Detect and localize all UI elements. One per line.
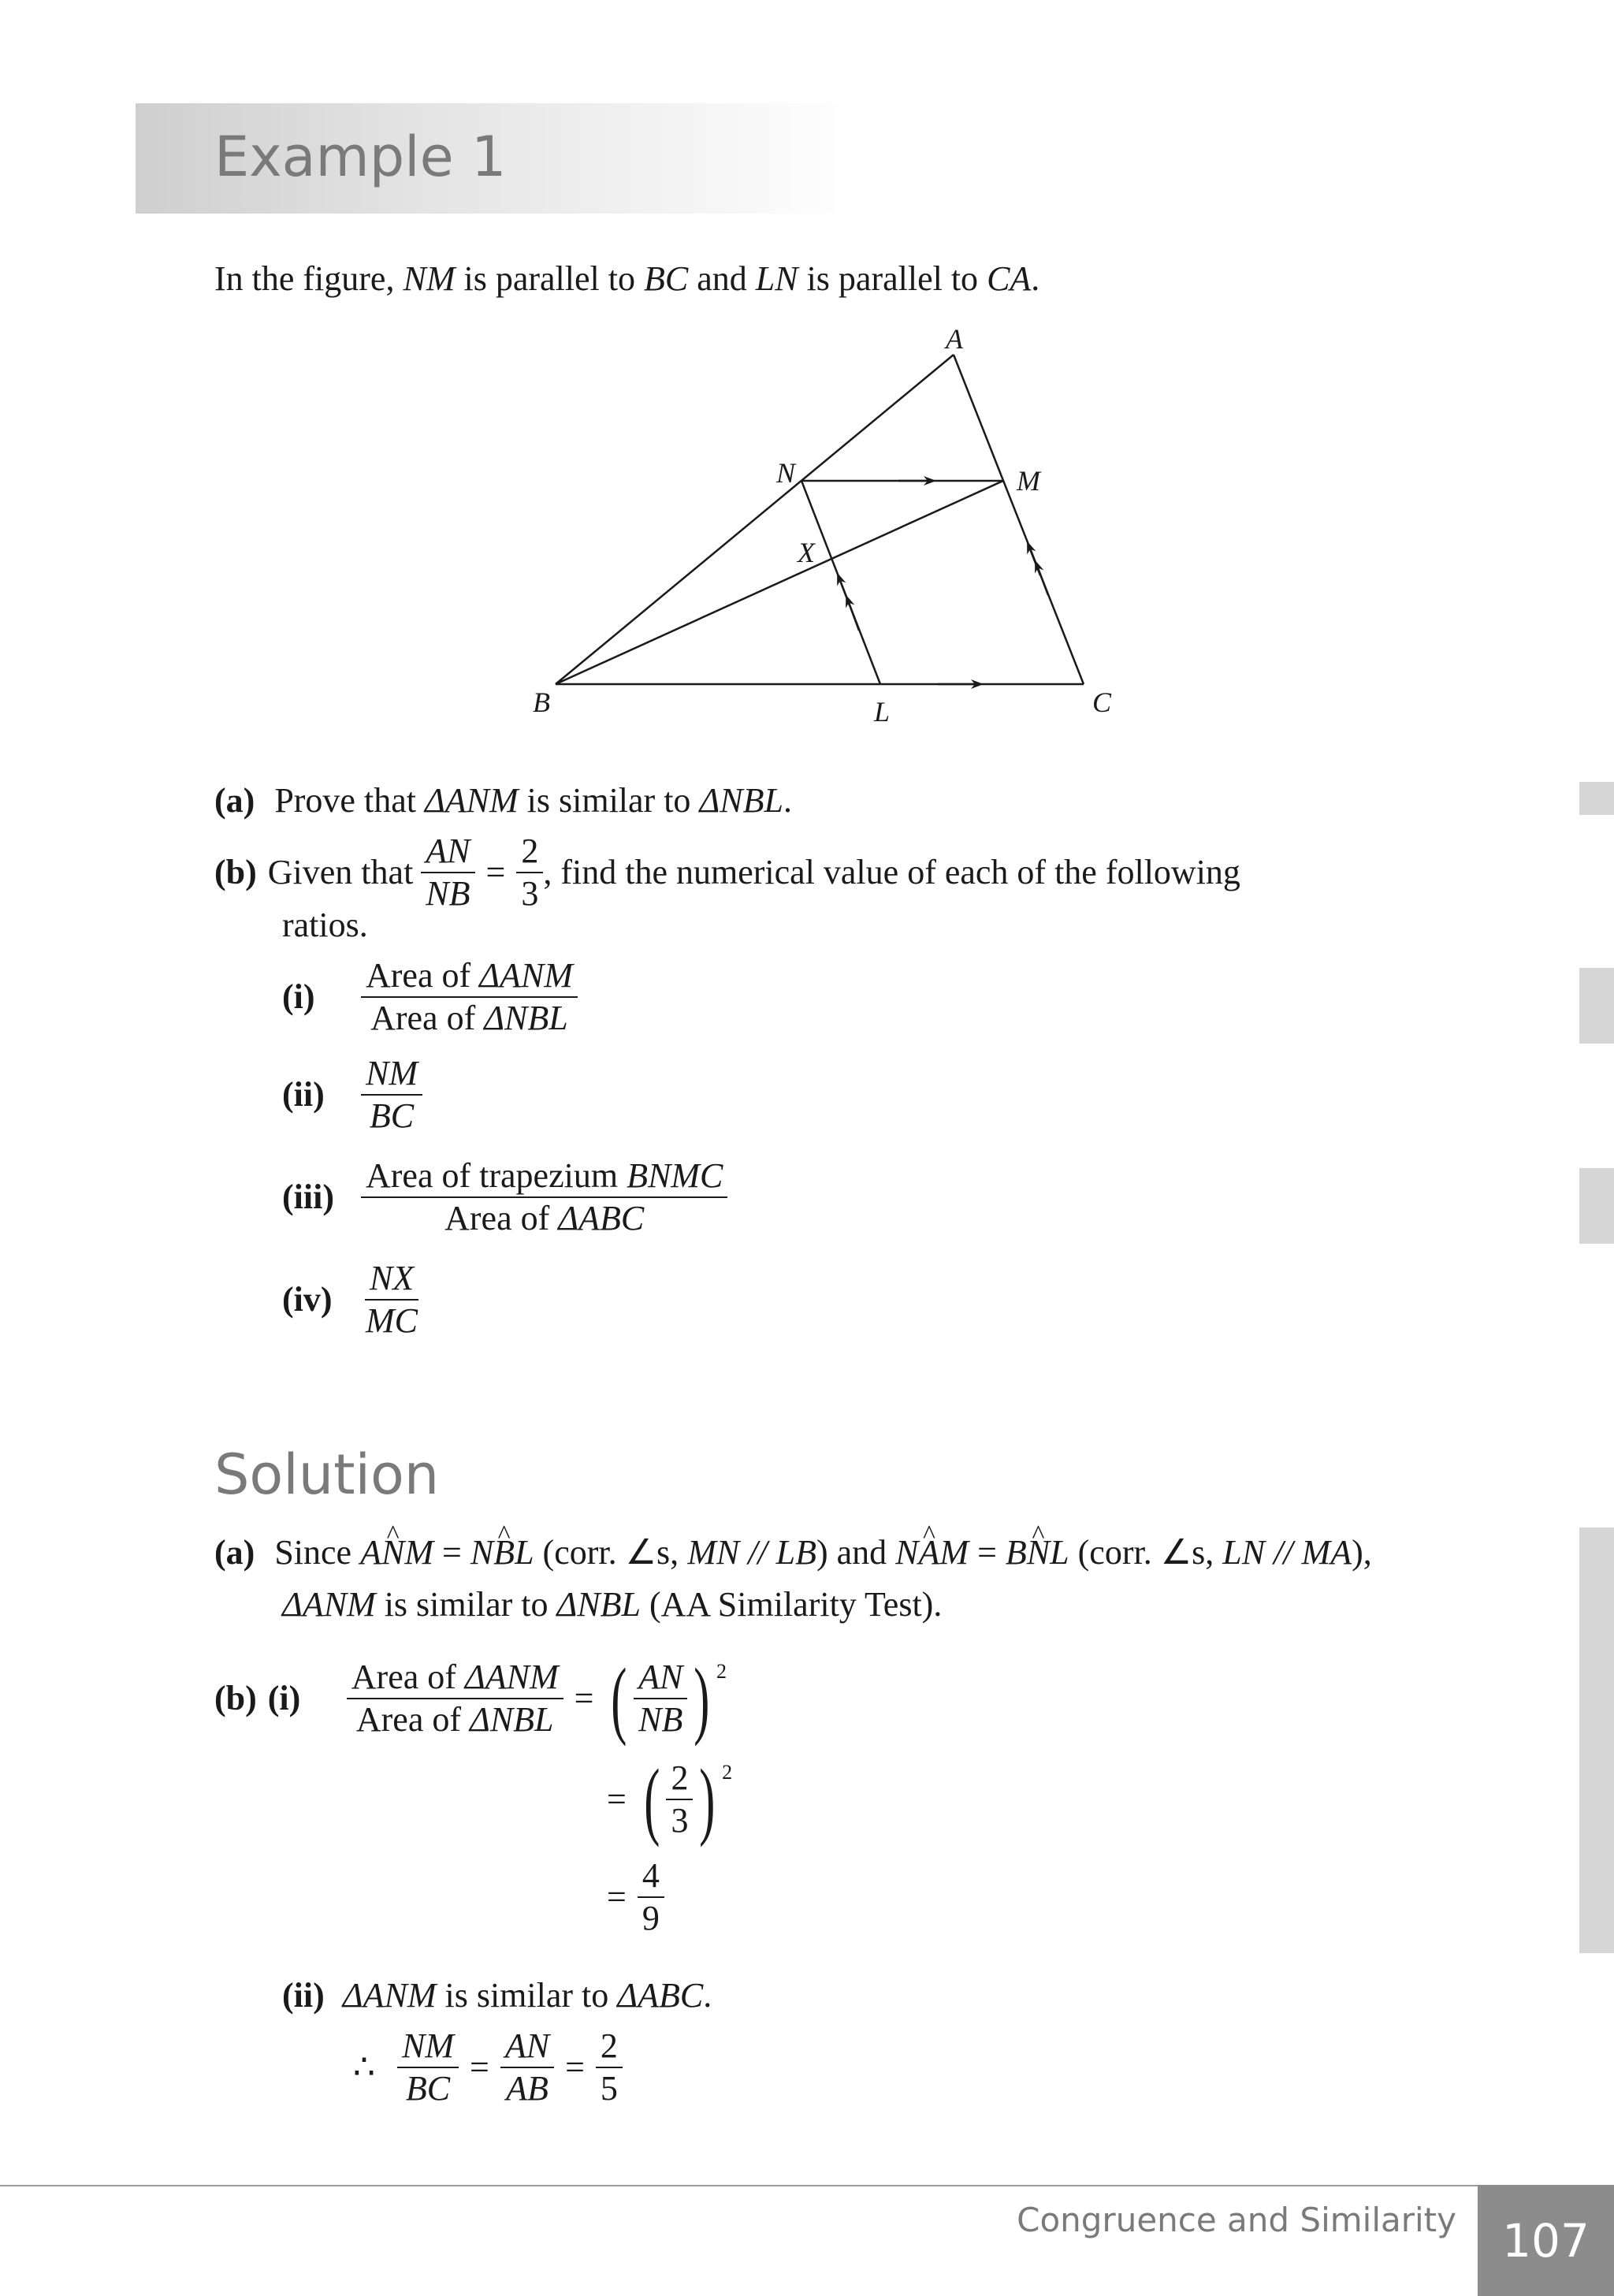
- angle2-a: N: [470, 1533, 494, 1572]
- part-i-den-it: ΔNBL: [484, 999, 568, 1037]
- sol-i-den-pre: Area of: [355, 1700, 470, 1739]
- sol-ii-f2-den: AB: [506, 2069, 549, 2108]
- solution-a-since: Since: [274, 1533, 361, 1572]
- sol-i-step2-den: 3: [671, 1801, 689, 1840]
- angle4-vertex: N ^: [1027, 1531, 1050, 1575]
- sol-ii-f1-den: BC: [405, 2069, 451, 2108]
- sol-i-step3-frac: [638, 1856, 664, 1937]
- part-iv-num: NX: [365, 1261, 418, 1301]
- intro-text: [214, 257, 1039, 301]
- question-b: [214, 834, 1240, 911]
- sol-ii-f2-num: AN: [500, 2029, 554, 2068]
- part-i-den-pre: Area of: [370, 999, 485, 1037]
- label-m: M: [1017, 465, 1040, 497]
- label-a: A: [946, 323, 963, 355]
- intro-seg-ca: CA: [987, 259, 1032, 298]
- angle4-a: B: [1005, 1533, 1027, 1572]
- question-a-tri1: ΔANM: [424, 781, 519, 820]
- therefore-symbol: ∴: [353, 2048, 375, 2086]
- intro-mid3: is parallel to: [798, 259, 987, 298]
- solution-a-line2: [282, 1583, 942, 1627]
- sol-ii-eq1: =: [470, 2048, 489, 2086]
- edge-tab-3: [1579, 1168, 1614, 1244]
- sol-i-den-it: ΔNBL: [470, 1700, 554, 1739]
- part-ii-label: (ii): [282, 1075, 325, 1114]
- sol-ii-f2: [500, 2026, 554, 2108]
- solution-b-i-step2: [607, 1751, 733, 1848]
- sol-ii-tri1: ΔANM: [342, 1976, 437, 2015]
- reason1-post: ) and: [816, 1533, 896, 1572]
- part-iii-num-pre: Area of trapezium: [366, 1156, 627, 1195]
- part-iii-num-it: BNMC: [627, 1156, 723, 1195]
- question-b-frac-num: AN: [421, 834, 474, 873]
- sol-ii-f1-num: NM: [397, 2029, 459, 2068]
- sol-ii-tri2: ΔABC: [617, 1976, 704, 2015]
- solution-a-eq2: =: [969, 1533, 1006, 1572]
- part-iv-label: (iv): [282, 1280, 333, 1319]
- part-iii: [282, 1156, 727, 1237]
- solution-a-end: (AA Similarity Test).: [641, 1585, 943, 1624]
- sol-i-ratio-den: NB: [638, 1700, 683, 1739]
- question-b-val-num: 2: [516, 834, 543, 873]
- sol-i-num-it: ΔANM: [464, 1658, 559, 1696]
- example-title: Example 1: [214, 125, 507, 189]
- intro-end: .: [1031, 259, 1040, 298]
- sol-i-ratio: [634, 1660, 687, 1737]
- intro-prefix: In the figure,: [214, 259, 404, 298]
- angle2-vertex: B ^: [493, 1531, 515, 1575]
- question-b-line2: ratios.: [282, 906, 368, 944]
- question-a-tri2: ΔNBL: [699, 781, 783, 820]
- sol-i-step3-num: 4: [638, 1859, 664, 1898]
- sol-i-step2-num: 2: [666, 1761, 693, 1800]
- solution-a-label: (a): [214, 1533, 255, 1572]
- solution-a-tri1: ΔANM: [282, 1585, 376, 1624]
- reason2-it: LN // MA: [1222, 1533, 1352, 1572]
- sol-i-ratio-num: AN: [634, 1660, 687, 1699]
- sol-ii-label: (ii): [282, 1976, 325, 2015]
- angle2-c: L: [515, 1533, 534, 1572]
- part-i-num-it: ΔANM: [479, 956, 573, 995]
- part-ii-fraction: [361, 1056, 422, 1133]
- angle1-vertex: N ^: [381, 1531, 404, 1575]
- sol-ii-f3: [596, 2026, 623, 2108]
- sol-i-eq2: =: [607, 1780, 627, 1818]
- solution-b-i-lhs: [347, 1660, 563, 1737]
- part-iii-label: (iii): [282, 1178, 334, 1216]
- sol-ii-end: .: [703, 1976, 712, 2015]
- sol-i-step2-pow: 2: [722, 1761, 733, 1784]
- arrow-mc-2: [1029, 547, 1040, 575]
- sol-i-step2-frac: [666, 1758, 693, 1840]
- intro-seg-nm: NM: [403, 259, 456, 298]
- label-c: C: [1092, 687, 1112, 718]
- intro-seg-bc: BC: [643, 259, 689, 298]
- part-i: [282, 958, 578, 1036]
- part-ii-den: BC: [369, 1096, 415, 1135]
- triangle-figure: [473, 315, 1182, 741]
- label-x: X: [798, 537, 815, 568]
- part-i-fraction: [361, 958, 578, 1036]
- side-ab: [556, 355, 954, 684]
- sol-ii-eq2: =: [565, 2048, 585, 2086]
- question-a-text: Prove that: [274, 781, 425, 820]
- solution-b-i: [214, 1650, 727, 1747]
- part-i-num-pre: Area of: [366, 956, 480, 995]
- segment-bm: [556, 481, 1003, 684]
- edge-tab-2: [1579, 968, 1614, 1044]
- sol-ii-f3-num: 2: [596, 2029, 623, 2068]
- edge-tab-4: [1579, 1528, 1614, 1953]
- angle1-c: M: [404, 1533, 433, 1572]
- solution-a-line1: [214, 1531, 1372, 1575]
- arrow-ln-2: [839, 579, 850, 605]
- question-a-label: (a): [214, 781, 255, 820]
- page-number: 107: [1502, 2213, 1590, 2268]
- part-iii-fraction: [361, 1156, 727, 1237]
- part-iv: [282, 1261, 422, 1338]
- solution-a-tri2: ΔNBL: [556, 1585, 642, 1624]
- sol-i-step2-paren: ( $\frac{2}{3}$ ): [644, 1751, 716, 1848]
- angle3-a: N: [895, 1533, 919, 1572]
- label-l: L: [874, 696, 891, 728]
- footer-chapter: Congruence and Similarity: [1017, 2201, 1456, 2239]
- reason1-it: MN // LB: [687, 1533, 816, 1572]
- intro-mid1: is parallel to: [455, 259, 644, 298]
- solution-b-label: (b): [214, 1679, 257, 1717]
- question-a: [214, 779, 792, 823]
- part-ii: [282, 1056, 422, 1133]
- reason1-pre: (corr. ∠s,: [534, 1533, 688, 1572]
- edge-tab-1: [1579, 782, 1614, 815]
- solution-b-ii-line1: [282, 1974, 712, 2018]
- sol-i-step3-den: 9: [642, 1899, 660, 1937]
- intro-seg-ln: LN: [755, 259, 798, 298]
- part-iii-den-pre: Area of: [444, 1199, 559, 1237]
- label-b: B: [533, 687, 550, 718]
- angle4-c: L: [1050, 1533, 1069, 1572]
- part-ii-num: NM: [361, 1056, 422, 1096]
- angle1-a: A: [360, 1533, 381, 1572]
- part-iv-den: MC: [366, 1301, 418, 1340]
- side-ac: [954, 355, 1084, 684]
- reason2-pre: (corr. ∠s,: [1069, 1533, 1223, 1572]
- question-b-eq: =: [485, 853, 506, 891]
- question-a-end: .: [783, 781, 792, 820]
- part-i-label: (i): [282, 977, 315, 1016]
- solution-a-mid: is similar to: [375, 1585, 557, 1624]
- label-n: N: [776, 457, 796, 489]
- question-b-text: Given that: [267, 853, 414, 891]
- question-b-frac-den: NB: [426, 874, 470, 913]
- question-b-value: [516, 834, 543, 911]
- solution-b-ii-line2: [353, 2026, 623, 2108]
- question-b-val-den: 3: [521, 874, 539, 913]
- intro-mid2: and: [688, 259, 756, 298]
- solution-title: Solution: [214, 1442, 440, 1507]
- part-iii-den-it: ΔABC: [558, 1199, 645, 1237]
- question-b-text-post: , find the numerical value of each of the following: [543, 853, 1240, 891]
- part-iv-fraction: [361, 1261, 422, 1338]
- reason2-post: ),: [1352, 1533, 1372, 1572]
- sol-i-paren: ( $\frac{AN}{NB}$ ): [611, 1650, 710, 1747]
- angle3-vertex: A ^: [919, 1531, 940, 1575]
- sol-i-eq1: =: [574, 1679, 594, 1717]
- solution-a-eq1: =: [433, 1533, 470, 1572]
- angle3-c: M: [939, 1533, 969, 1572]
- question-b-fraction: [421, 834, 474, 911]
- question-b-label: (b): [214, 853, 257, 891]
- sol-ii-f3-den: 5: [600, 2069, 618, 2108]
- sol-i-pow: 2: [716, 1660, 727, 1683]
- footer-divider: [0, 2185, 1478, 2186]
- solution-b-i-label: (i): [267, 1679, 301, 1717]
- sol-i-eq3: =: [607, 1877, 627, 1916]
- sol-ii-mid: is similar to: [436, 1976, 618, 2015]
- question-a-mid: is similar to: [518, 781, 700, 820]
- sol-i-num-pre: Area of: [351, 1658, 465, 1696]
- sol-ii-f1: [397, 2026, 459, 2108]
- solution-b-i-step3: [607, 1856, 664, 1937]
